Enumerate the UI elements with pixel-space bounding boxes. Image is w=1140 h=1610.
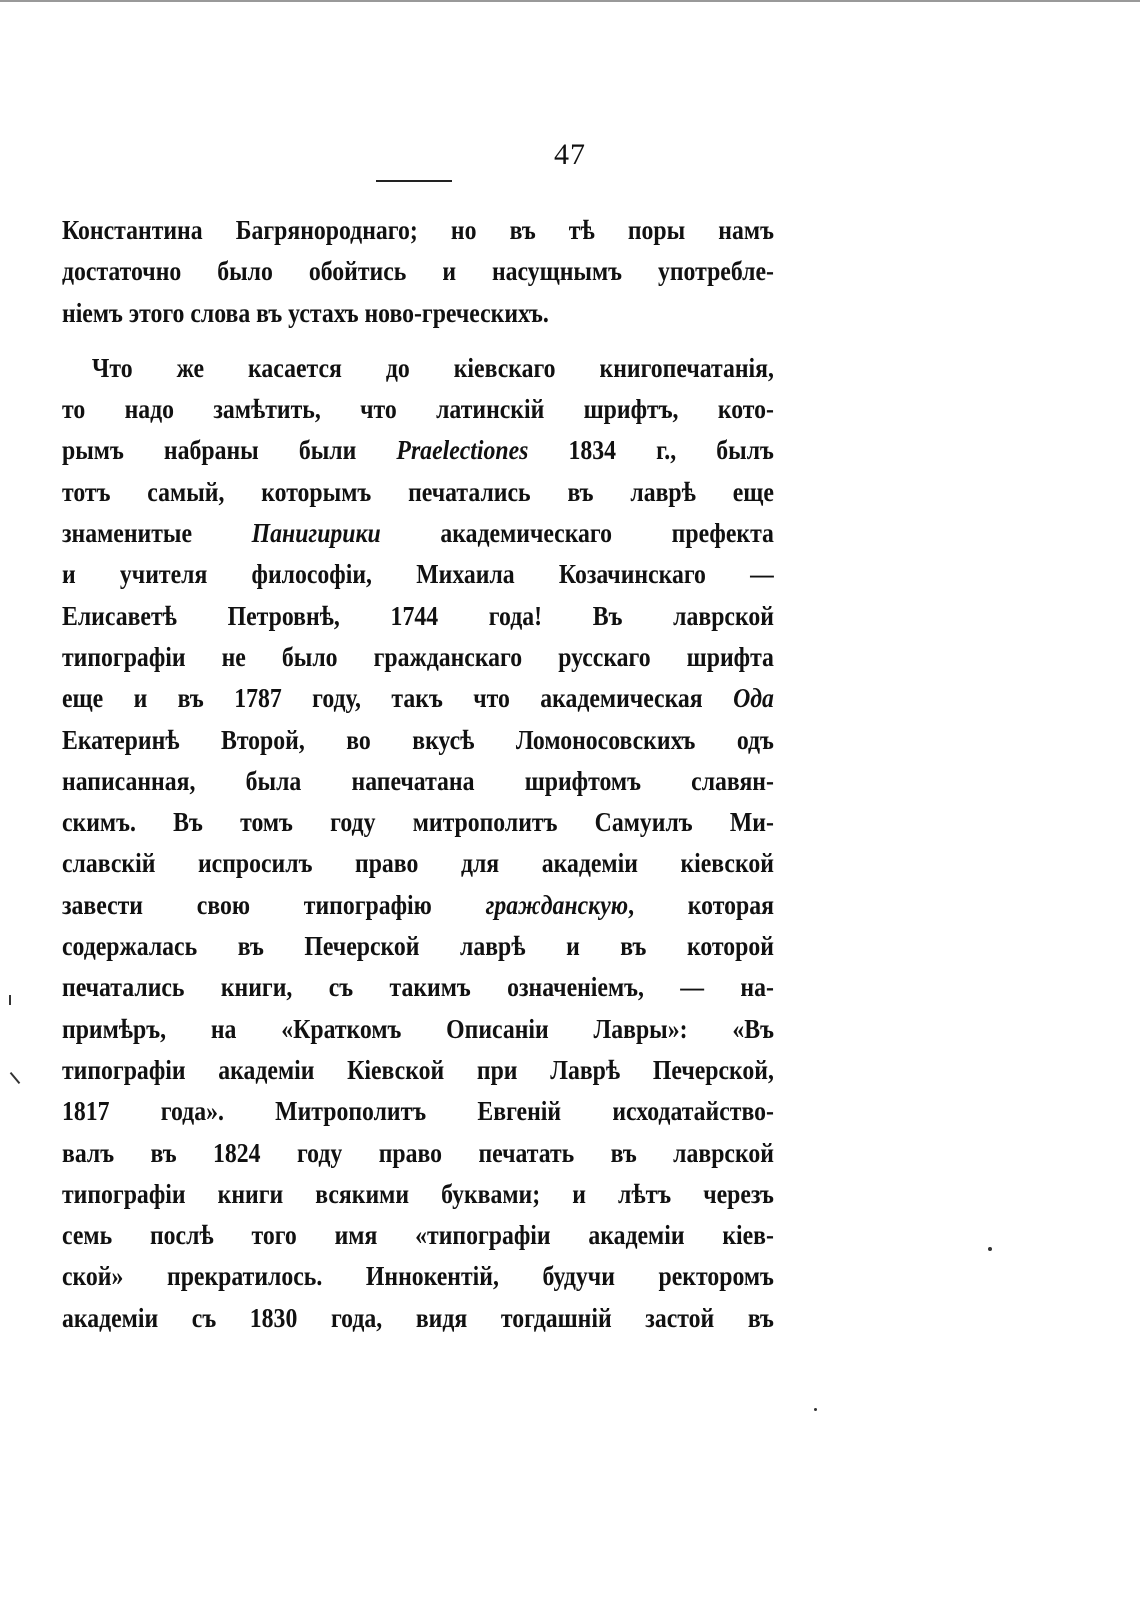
text-run: , которая: [628, 889, 774, 920]
text-line: типографіи не было гражданскаго русскаго шрифта: [62, 641, 774, 672]
text-line: и учителя философіи, Михаила Козачинскаго —: [62, 559, 774, 590]
italic-title: Praelectiones: [396, 435, 529, 466]
text-line: примѣръ, на «Краткомъ Описаніи Лавры»: «Въ: [62, 1013, 774, 1044]
text-line: Константина Багрянороднаго; но въ тѣ поры намъ: [62, 215, 774, 245]
page-number: 47: [554, 138, 586, 171]
text-line: ніемъ этого слова въ устахъ ново-греческихъ.: [62, 297, 549, 328]
text-run: рымъ набраны были: [62, 435, 397, 466]
text-line: содержалась въ Печерской лаврѣ и въ которой: [62, 931, 774, 962]
scan-edge: [0, 0, 1140, 2]
text-line: тотъ самый, которымъ печатались въ лаврѣ еще: [62, 476, 774, 507]
scan-speck: [814, 1408, 817, 1411]
text-body: [62, 210, 774, 1339]
scan-speck: [10, 1072, 21, 1084]
text-run: академическаго префекта: [380, 518, 774, 549]
text-run: 1834 г., былъ: [528, 435, 774, 466]
text-line: Елисаветѣ Петровнѣ, 1744 года! Въ лаврской: [62, 600, 774, 631]
text-run: еще и въ 1787 году, такъ что академическая: [62, 683, 734, 714]
text-line: Что же касается до кіевскаго книгопечатанія,: [91, 352, 774, 383]
text-line: скимъ. Въ томъ году митрополитъ Самуилъ Ми-: [62, 807, 774, 838]
text-line: академіи съ 1830 года, видя тогдашній застой въ: [62, 1302, 774, 1333]
text-line: [62, 678, 774, 719]
scan-speck: [988, 1247, 992, 1251]
text-line: то надо замѣтить, что латинскій шрифтъ, кото-: [62, 394, 774, 425]
italic-title: Панигирики: [251, 518, 381, 549]
text-line: славскій испросилъ право для академіи кіевской: [62, 848, 774, 879]
text-line: типографіи академіи Кіевской при Лаврѣ Печерской,: [62, 1054, 774, 1085]
text-line: [62, 885, 774, 926]
text-line: [62, 430, 774, 471]
text-line: семь послѣ того имя «типографіи академіи кіев-: [62, 1220, 774, 1251]
text-line: достаточно было обойтись и насущнымъ употребле-: [62, 256, 774, 287]
text-line: написанная, была напечатана шрифтомъ славян-: [62, 765, 774, 796]
italic-title: Ода: [733, 683, 774, 714]
italic-word: гражданскую: [485, 889, 629, 920]
text-line: типографіи книги всякими буквами; и лѣтъ черезъ: [62, 1178, 774, 1209]
page-number-rule: [376, 180, 452, 182]
scan-speck: [9, 995, 11, 1005]
text-line: Екатеринѣ Второй, во вкусѣ Ломоносовскихъ одъ: [62, 724, 774, 755]
text-run: знаменитые: [62, 518, 252, 549]
text-line: валъ въ 1824 году право печатать въ лаврской: [62, 1137, 774, 1168]
text-run: завести свою типографію: [62, 889, 486, 920]
text-line: печатались книги, съ такимъ означеніемъ, — на-: [62, 972, 774, 1003]
text-line: 1817 года». Митрополитъ Евгеній исходатайство-: [62, 1096, 774, 1127]
text-line: ской» прекратилось. Иннокентій, будучи ректоромъ: [62, 1261, 774, 1292]
text-line: [62, 513, 774, 554]
